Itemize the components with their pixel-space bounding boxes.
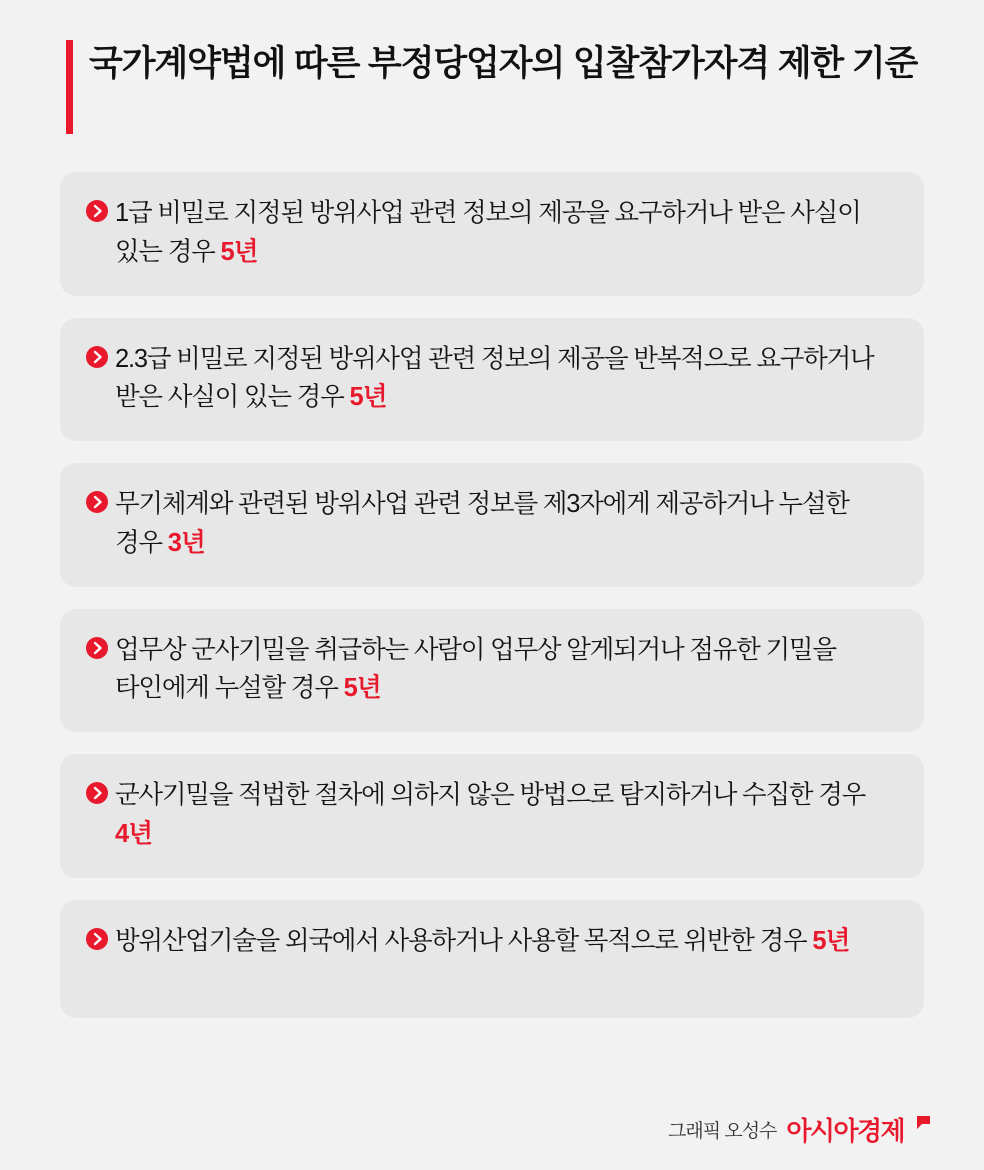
list-item-term: 5년	[812, 926, 850, 955]
list-item-text	[115, 485, 894, 563]
list-item-text	[115, 631, 894, 709]
list-item	[60, 318, 924, 442]
chevron-right-circle-icon	[86, 346, 108, 368]
list-item-term: 5년	[349, 383, 387, 412]
list-item-text	[115, 922, 850, 961]
chevron-right-circle-icon	[86, 637, 108, 659]
list-item	[60, 900, 924, 1018]
list-item	[60, 609, 924, 733]
chevron-right-circle-icon	[86, 200, 108, 222]
brand-logo-text: 아시아경제	[786, 1116, 904, 1146]
list-item	[60, 463, 924, 587]
list-item-text	[115, 776, 894, 854]
list-item-body: 방위산업기술을 외국에서 사용하거나 사용할 목적으로 위반한 경우	[115, 926, 813, 955]
list-item-text	[115, 194, 894, 272]
footer	[668, 1111, 930, 1148]
brand-mark-icon	[917, 1116, 930, 1129]
title-accent-bar	[66, 40, 73, 134]
list-item-term: 5년	[343, 674, 381, 703]
chevron-right-circle-icon	[86, 491, 108, 513]
chevron-right-circle-icon	[86, 782, 108, 804]
list-item-text	[115, 340, 894, 418]
graphic-credit: 그래픽 오성수	[668, 1121, 777, 1142]
page-title	[66, 36, 936, 134]
list-item-body: 2.3급 비밀로 지정된 방위사업 관련 정보의 제공을 반복적으로 요구하거나 받은 사실이 있는 경우	[115, 344, 874, 412]
list-item-body: 1급 비밀로 지정된 방위사업 관련 정보의 제공을 요구하거나 받은 사실이 있는 경우	[115, 199, 861, 266]
list-item-term: 4년	[115, 819, 153, 848]
list-item-term: 5년	[220, 237, 258, 266]
list-item-term: 3년	[167, 528, 205, 557]
chevron-right-circle-icon	[86, 928, 108, 950]
criteria-list	[48, 172, 936, 1018]
list-item-body: 업무상 군사기밀을 취급하는 사람이 업무상 알게되거나 점유한 기밀을 타인에게 누설할 경우	[115, 635, 836, 703]
list-item-body: 군사기밀을 적법한 절차에 의하지 않은 방법으로 탐지하거나 수집한 경우	[115, 781, 866, 809]
list-item	[60, 754, 924, 878]
list-item	[60, 172, 924, 296]
list-item-body: 무기체계와 관련된 방위사업 관련 정보를 제3자에게 제공하거나 누설한 경우	[115, 490, 849, 557]
page-title-text: 국가계약법에 따른 부정당업자의 입찰참가자격 제한 기준	[89, 44, 918, 83]
